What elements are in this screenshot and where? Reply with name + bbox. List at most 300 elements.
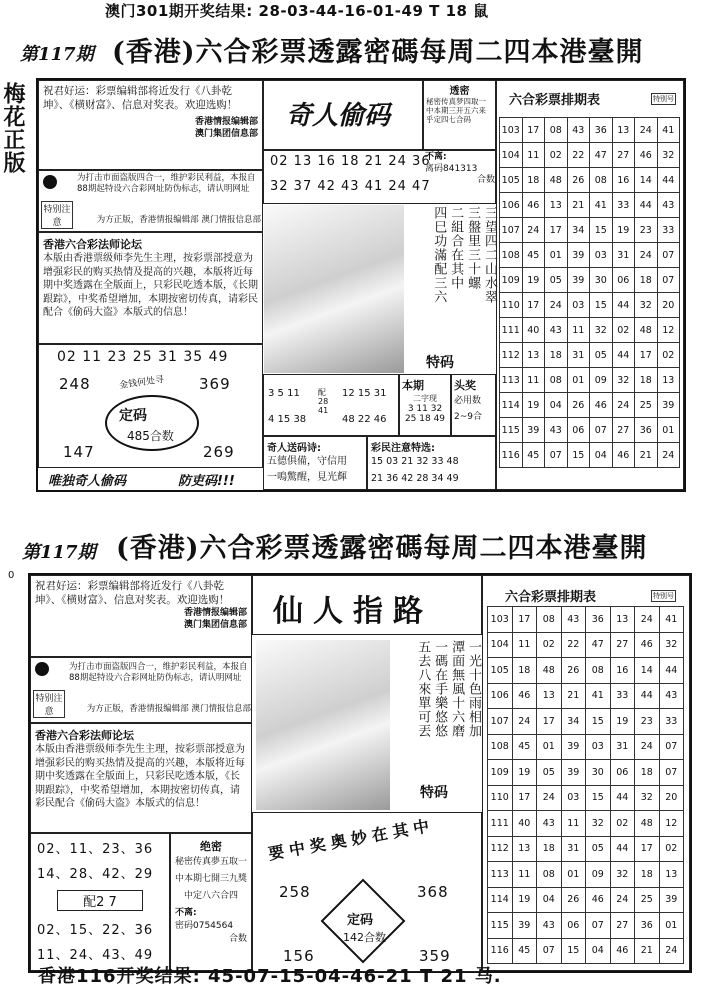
schedule-cell: 27 (612, 418, 635, 443)
schedule-cell: 31 (610, 734, 635, 760)
verse-line: 三盤里三十螺 (465, 206, 481, 290)
schedule-cell: 44 (612, 343, 635, 368)
schedule-cell: 21 (635, 443, 658, 468)
schedule-cell: 17 (522, 293, 545, 318)
schedule-cell: 05 (537, 760, 562, 786)
schedule-issue: 104 (488, 632, 513, 658)
schedule-cell: 13 (537, 683, 562, 709)
schedule-cell: 15 (586, 709, 611, 735)
schedule-cell: 18 (635, 760, 660, 786)
schedule-cell: 24 (545, 293, 568, 318)
schedule-cell: 15 (561, 938, 586, 964)
schedule-cell: 46 (610, 938, 635, 964)
org2-bottom: 澳门集团信息部 (183, 620, 247, 631)
schedule-cell: 48 (537, 658, 562, 684)
forum-title: 香港六合彩法师论坛 (43, 238, 142, 251)
schedule-row (488, 632, 684, 658)
schedule-cell: 01 (561, 862, 586, 888)
schedule-cell: 39 (512, 913, 537, 939)
schedule-issue: 103 (500, 118, 523, 143)
schedule-cell: 23 (635, 709, 660, 735)
verse-line: 二組合在其中 (448, 206, 464, 290)
first-prize-sub: 必用数 2~9合 (454, 396, 482, 423)
verse-line: 潭面無風十六磨 (449, 640, 465, 738)
schedule-cell: 30 (586, 760, 611, 786)
this-issue-nums: 3 11 32 25 18 49 (404, 404, 446, 424)
schedule-cell: 21 (635, 938, 660, 964)
schedule-cell: 31 (561, 836, 586, 862)
sender-box (263, 436, 367, 490)
schedule-cell: 11 (522, 368, 545, 393)
schedule-cell: 09 (586, 862, 611, 888)
schedule-issue: 108 (488, 734, 513, 760)
schedule-row (500, 393, 680, 418)
schedule-cell: 41 (590, 193, 613, 218)
schedule-cell: 24 (512, 709, 537, 735)
schedule-cell: 04 (545, 393, 568, 418)
schedule-cell: 24 (659, 938, 684, 964)
schedule-cell: 41 (586, 683, 611, 709)
schedule-cell: 44 (659, 658, 684, 684)
schedule-table (499, 117, 680, 468)
schedule-issue: 108 (500, 243, 523, 268)
schedule-cell: 08 (537, 607, 562, 633)
schedule-cell: 47 (590, 143, 613, 168)
schedule-cell: 46 (522, 193, 545, 218)
secret-sum: 合数 (476, 175, 495, 186)
schedule-issue: 115 (500, 418, 523, 443)
schedule-cell: 26 (561, 887, 586, 913)
schedule-row (500, 118, 680, 143)
schedule-cell: 39 (561, 734, 586, 760)
ding-right-bottom: 269 (203, 443, 235, 461)
sender-label: 奇人送码诗: (267, 443, 321, 454)
schedule-cell: 09 (590, 368, 613, 393)
schedule-cell: 34 (561, 709, 586, 735)
schedule-row (500, 443, 680, 468)
footer-right: 防吏码!!! (178, 474, 235, 489)
schedule-cell: 02 (659, 836, 684, 862)
schedule-row (488, 913, 684, 939)
zero-mark: 0 (8, 570, 15, 581)
notice-text: 为打击市面盗版四合一，维护彩民利益，本报自88期起特设六合彩网址防伪标志，请认明网址 (77, 173, 256, 194)
schedule-cell: 19 (512, 760, 537, 786)
schedule-row (500, 168, 680, 193)
notice-box (38, 170, 263, 232)
schedule-cell: 04 (586, 938, 611, 964)
schedule-row (488, 607, 684, 633)
schedule-cell: 46 (635, 632, 660, 658)
schedule-cell: 07 (590, 418, 613, 443)
forum-box-bottom (30, 723, 252, 833)
schedule-cell: 43 (537, 811, 562, 837)
schedule-cell: 11 (512, 632, 537, 658)
schedule-cell: 11 (567, 318, 590, 343)
ding-box (38, 344, 263, 468)
center-title-box-bottom (252, 575, 482, 635)
center-title-box (263, 80, 423, 150)
schedule-cell: 43 (657, 193, 680, 218)
schedule-cell: 11 (561, 811, 586, 837)
schedule-cell: 17 (512, 785, 537, 811)
secret-body-bottom: 秘密传真夢五取一中本期七開三九獎中定八六合四 (175, 857, 248, 902)
schedule-cell: 17 (545, 218, 568, 243)
schedule-cell: 48 (545, 168, 568, 193)
schedule-cell: 43 (561, 607, 586, 633)
schedule-cell: 03 (561, 785, 586, 811)
schedule-cell: 19 (522, 268, 545, 293)
verse (408, 206, 496, 352)
schedule-cell: 24 (657, 443, 680, 468)
schedule-issue: 106 (500, 193, 523, 218)
schedule-cell: 03 (590, 243, 613, 268)
schedule-cell: 02 (657, 343, 680, 368)
schedule-cell: 19 (612, 218, 635, 243)
schedule-issue: 112 (488, 836, 513, 862)
schedule-cell: 07 (659, 734, 684, 760)
schedule-cell: 24 (610, 887, 635, 913)
secret-not: 不离: (425, 152, 447, 162)
verse-line: 一碼在手樂悠悠 (432, 640, 448, 738)
schedule-cell: 08 (590, 168, 613, 193)
schedule-cell: 39 (659, 887, 684, 913)
notice-box-bottom (30, 657, 252, 723)
schedule-cell: 47 (586, 632, 611, 658)
schedule-top (496, 80, 684, 490)
secret-box (423, 80, 496, 150)
side-title: 梅花正版 (0, 82, 26, 174)
schedule-cell: 44 (610, 785, 635, 811)
schedule-tag: 特别号 (653, 95, 674, 103)
schedule-cell: 01 (657, 418, 680, 443)
schedule-cell: 25 (635, 393, 658, 418)
greeting-box-bottom (30, 575, 252, 657)
verse-line: 四巳功滿配三六 (431, 206, 447, 304)
schedule-cell: 26 (567, 393, 590, 418)
schedule-row (488, 734, 684, 760)
greeting-text: 祝君好运：彩票编辑部将近发行《八卦乾坤》、《横财富》、信息对奖表。欢迎选购！ (43, 85, 238, 112)
schedule-issue: 103 (488, 607, 513, 633)
schedule-cell: 26 (561, 658, 586, 684)
recommend-box (367, 436, 496, 490)
schedule-row (500, 343, 680, 368)
schedule-cell: 19 (522, 393, 545, 418)
schedule-cell: 32 (635, 293, 658, 318)
schedule-issue: 112 (500, 343, 523, 368)
box-a: 3 5 11 4 15 38 (268, 388, 307, 425)
schedule-issue: 109 (488, 760, 513, 786)
schedule-cell: 08 (537, 862, 562, 888)
schedule-cell: 39 (567, 268, 590, 293)
illustration (264, 205, 404, 373)
schedule-cell: 04 (537, 887, 562, 913)
special-code-bottom: 特码 (420, 785, 448, 801)
schedule-issue: 115 (488, 913, 513, 939)
schedule-cell: 27 (612, 143, 635, 168)
schedule-cell: 39 (567, 243, 590, 268)
schedule-issue: 113 (488, 862, 513, 888)
schedule-cell: 45 (512, 734, 537, 760)
schedule-cell: 13 (522, 343, 545, 368)
schedule-cell: 24 (612, 393, 635, 418)
greeting-box (38, 80, 263, 170)
schedule-cell: 32 (659, 632, 684, 658)
ding-left-top: 248 (59, 375, 91, 393)
ding-left-bottom: 147 (63, 443, 95, 461)
schedule-cell: 14 (635, 658, 660, 684)
schedule-cell: 46 (635, 143, 658, 168)
schedule-cell: 12 (657, 318, 680, 343)
schedule-cell: 33 (612, 193, 635, 218)
secret-box-bottom (170, 833, 252, 971)
schedule-cell: 17 (635, 836, 660, 862)
schedule-cell: 17 (522, 118, 545, 143)
schedule-cell: 18 (545, 343, 568, 368)
secret-title: 透密 (449, 86, 470, 97)
grid-line: 11、24、43、49 (37, 948, 154, 963)
headline: (香港)六合彩票透露密碼每周二四本港臺開 (112, 37, 644, 68)
schedule-cell: 15 (567, 443, 590, 468)
schedule-row (488, 658, 684, 684)
schedule-cell: 17 (512, 607, 537, 633)
schedule-cell: 33 (659, 709, 684, 735)
schedule-cell: 31 (612, 243, 635, 268)
issue-number: 第117期 (20, 44, 94, 65)
schedule-cell: 33 (657, 218, 680, 243)
schedule-cell: 44 (635, 683, 660, 709)
schedule-issue: 110 (488, 785, 513, 811)
schedule-row (488, 887, 684, 913)
schedule-cell: 05 (545, 268, 568, 293)
ding-left-top-bottom: 258 (279, 883, 311, 901)
schedule-cell: 48 (635, 318, 658, 343)
recommend-label: 彩民注意特选: (371, 443, 435, 454)
schedule-cell: 21 (561, 683, 586, 709)
macau-result-banner: 澳门301期开奖结果: 28-03-44-16-01-49 T 18 鼠 (105, 2, 489, 20)
ding-right-top-bottom: 368 (417, 883, 449, 901)
grid-line: 14、28、42、29 (37, 867, 154, 882)
schedule-bottom (482, 575, 690, 971)
notice-text-bottom: 为打击市面盗版四合一，维护彩民利益，本报自88期起特设六合彩网址防伪标志，请认明网址 (69, 662, 248, 683)
schedule-cell: 03 (567, 293, 590, 318)
schedule-issue: 113 (500, 368, 523, 393)
grid-line: 02、15、22、36 (37, 923, 154, 938)
special-label-bottom: 特别注意 (33, 690, 65, 718)
schedule-cell: 44 (657, 168, 680, 193)
first-prize-box (451, 374, 496, 436)
schedule-cell: 19 (610, 709, 635, 735)
schedule-cell: 16 (610, 658, 635, 684)
ding-label-bottom: 定码 (347, 913, 374, 928)
schedule-issue: 107 (488, 709, 513, 735)
schedule-issue: 107 (500, 218, 523, 243)
schedule-cell: 27 (610, 632, 635, 658)
schedule-row (488, 862, 684, 888)
schedule-row (500, 418, 680, 443)
schedule-issue: 106 (488, 683, 513, 709)
schedule-cell: 21 (567, 193, 590, 218)
verse-bottom (394, 640, 480, 780)
schedule-cell: 43 (659, 683, 684, 709)
schedule-cell: 15 (590, 218, 613, 243)
schedule-cell: 40 (512, 811, 537, 837)
schedule-cell: 08 (586, 658, 611, 684)
schedule-cell: 36 (590, 118, 613, 143)
schedule-cell: 24 (635, 734, 660, 760)
schedule-table-bottom (487, 606, 684, 964)
schedule-cell: 22 (561, 632, 586, 658)
schedule-title: 六合彩票排期表 (509, 93, 601, 108)
schedule-issue: 105 (488, 658, 513, 684)
schedule-cell: 41 (659, 607, 684, 633)
schedule-cell: 07 (537, 938, 562, 964)
schedule-cell: 25 (635, 887, 660, 913)
schedule-cell: 06 (610, 760, 635, 786)
schedule-cell: 24 (635, 607, 660, 633)
schedule-row (500, 368, 680, 393)
schedule-cell: 24 (635, 118, 658, 143)
secret-not-bottom: 不离: (175, 908, 197, 919)
schedule-cell: 01 (537, 734, 562, 760)
schedule-row (488, 785, 684, 811)
schedule-cell: 46 (586, 887, 611, 913)
box-pair (263, 374, 399, 436)
schedule-issue: 114 (488, 887, 513, 913)
schedule-cell: 05 (590, 343, 613, 368)
schedule-cell: 02 (610, 811, 635, 837)
schedule-cell: 01 (659, 913, 684, 939)
ding-left-bottom-bottom: 156 (283, 947, 315, 965)
notice-sign-bottom: 为方正版，香港情报编辑部 澳门情报信息部 (86, 704, 251, 714)
verse-line: 五去八來單可丟 (415, 640, 431, 738)
schedule-cell: 36 (635, 913, 660, 939)
secret-title-bottom: 绝密 (200, 840, 222, 853)
schedule-cell: 02 (612, 318, 635, 343)
schedule-row (500, 143, 680, 168)
schedule-cell: 24 (635, 243, 658, 268)
schedule-cell: 08 (545, 118, 568, 143)
ding-count: 485合数 (127, 429, 174, 443)
schedule-cell: 13 (545, 193, 568, 218)
schedule-cell: 20 (657, 293, 680, 318)
headline-bottom: (香港)六合彩票透露密碼每周二四本港臺開 (116, 533, 648, 564)
ding-box-bottom (252, 812, 482, 972)
schedule-cell: 46 (512, 683, 537, 709)
ding-label: 定码 (119, 408, 147, 424)
schedule-cell: 07 (545, 443, 568, 468)
center-nums-2: 32 37 42 43 41 24 47 (270, 179, 431, 194)
schedule-cell: 13 (659, 862, 684, 888)
schedule-cell: 18 (635, 368, 658, 393)
schedule-cell: 13 (657, 368, 680, 393)
schedule-cell: 27 (610, 913, 635, 939)
ding-right-top: 369 (199, 375, 231, 393)
schedule-issue: 105 (500, 168, 523, 193)
secret-code: 离码841313 (425, 163, 478, 174)
schedule-cell: 18 (635, 862, 660, 888)
special-code: 特码 (426, 355, 454, 371)
numbers-row: 02 11 23 25 31 35 49 (57, 349, 229, 365)
schedule-cell: 17 (537, 709, 562, 735)
schedule-row (488, 683, 684, 709)
schedule-cell: 24 (537, 785, 562, 811)
schedule-cell: 46 (612, 443, 635, 468)
schedule-cell: 33 (610, 683, 635, 709)
schedule-cell: 18 (512, 658, 537, 684)
schedule-cell: 14 (635, 168, 658, 193)
org2: 澳门集团信息部 (194, 129, 258, 140)
schedule-cell: 45 (522, 443, 545, 468)
schedule-cell: 13 (610, 607, 635, 633)
this-issue: 本期 (402, 379, 424, 392)
schedule-row (488, 811, 684, 837)
schedule-cell: 18 (522, 168, 545, 193)
schedule-cell: 19 (512, 887, 537, 913)
number-grid-box (30, 833, 170, 971)
schedule-cell: 41 (657, 118, 680, 143)
schedule-cell: 24 (522, 218, 545, 243)
schedule-cell: 22 (567, 143, 590, 168)
schedule-cell: 39 (561, 760, 586, 786)
schedule-cell: 32 (610, 862, 635, 888)
schedule-cell: 31 (567, 343, 590, 368)
schedule-cell: 32 (635, 785, 660, 811)
verse-line: 三望四二山水翠 (482, 206, 497, 304)
schedule-cell: 13 (512, 836, 537, 862)
org1-bottom: 香港情报编辑部 (183, 608, 247, 619)
schedule-cell: 44 (610, 836, 635, 862)
schedule-cell: 32 (590, 318, 613, 343)
schedule-cell: 44 (612, 293, 635, 318)
ding-count-bottom: 142合数 (343, 931, 386, 944)
schedule-cell: 04 (590, 443, 613, 468)
this-issue-sub: 二字现 (413, 394, 437, 403)
schedule-row (500, 318, 680, 343)
schedule-cell: 43 (537, 913, 562, 939)
schedule-cell: 11 (522, 143, 545, 168)
schedule-title-bottom: 六合彩票排期表 (505, 590, 597, 605)
schedule-cell: 17 (635, 343, 658, 368)
schedule-cell: 45 (512, 938, 537, 964)
schedule-issue: 104 (500, 143, 523, 168)
schedule-issue: 110 (500, 293, 523, 318)
schedule-issue: 116 (488, 938, 513, 964)
schedule-row (488, 709, 684, 735)
hk-result-banner: 香港116开奖结果: 45-07-15-04-46-21 T 21 马. (38, 966, 502, 987)
secret-sum-bottom: 合数 (228, 934, 247, 945)
forum-body-bottom: 本版由香港票级师李先生主理，按彩票部授意为增强彩民的购买热情及提高的兴趣，本版将近每期中奖透露在全版面上，只彩民吃透本版，《长期跟踪》，中奖希望增加，本期按密切传真，请彩民配合《偷码大盗》本版式的信息！ (35, 744, 245, 809)
box-c: 12 15 31 48 22 46 (342, 388, 387, 425)
center-title-bottom: 仙人指路 (273, 594, 433, 629)
schedule-cell: 32 (586, 811, 611, 837)
center-nums-1: 02 13 16 18 21 24 36 (270, 154, 431, 169)
bomb-icon (35, 662, 49, 676)
schedule-cell: 06 (612, 268, 635, 293)
schedule-cell: 44 (635, 193, 658, 218)
schedule-cell: 06 (567, 418, 590, 443)
schedule-cell: 46 (590, 393, 613, 418)
schedule-cell: 18 (537, 836, 562, 862)
schedule-cell: 01 (567, 368, 590, 393)
schedule-issue: 109 (500, 268, 523, 293)
schedule-cell: 07 (586, 913, 611, 939)
schedule-cell: 03 (586, 734, 611, 760)
secret-extra (425, 152, 495, 187)
schedule-issue: 114 (500, 393, 523, 418)
schedule-cell: 39 (657, 393, 680, 418)
notice-sign: 为方正版，香港情报编辑部 澳门情报信息部 (96, 215, 261, 225)
footer-left: 唯独奇人偷码 (48, 474, 127, 489)
